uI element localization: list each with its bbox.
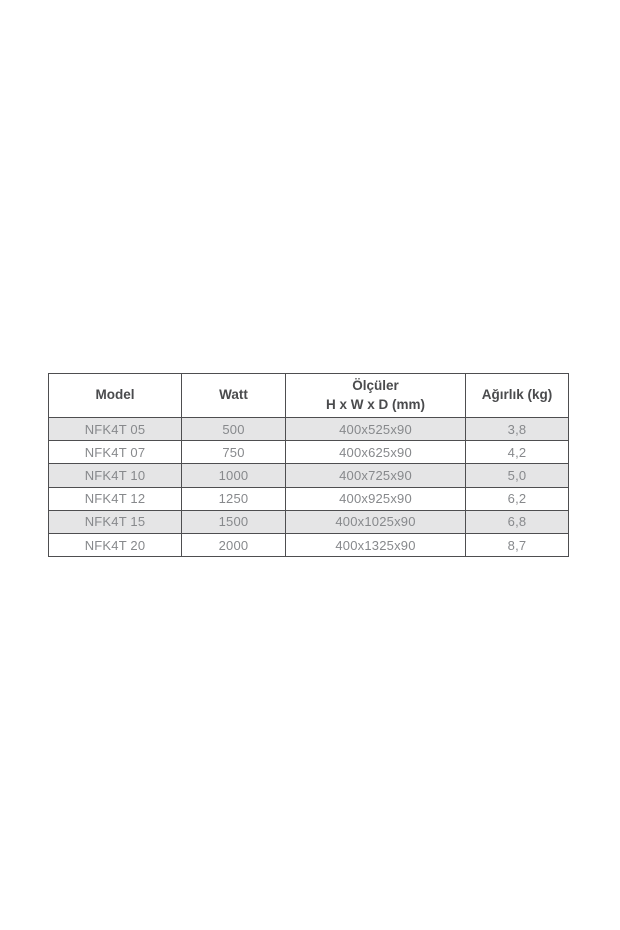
cell-olculer: 400x1025x90 [286,510,466,533]
header-weight: Ağırlık (kg) [466,374,569,418]
product-spec-table [48,373,569,557]
table-row [49,510,569,533]
cell-agirlik: 6,8 [466,510,569,533]
header-model: Model [49,374,182,418]
cell-agirlik: 8,7 [466,533,569,556]
table-row [49,464,569,487]
cell-watt: 1000 [182,464,286,487]
cell-olculer: 400x1325x90 [286,533,466,556]
cell-model: NFK4T 12 [49,487,182,510]
cell-model: NFK4T 15 [49,510,182,533]
cell-agirlik: 3,8 [466,418,569,441]
cell-olculer: 400x525x90 [286,418,466,441]
header-row [49,374,569,418]
cell-watt: 2000 [182,533,286,556]
cell-agirlik: 5,0 [466,464,569,487]
table-row [49,441,569,464]
cell-model: NFK4T 10 [49,464,182,487]
header-watt: Watt [182,374,286,418]
table-row [49,487,569,510]
header-dimensions [286,374,466,418]
header-dimensions-title: Ölçüler [352,378,399,394]
spec-table-body [49,418,569,557]
cell-watt: 750 [182,441,286,464]
cell-model: NFK4T 05 [49,418,182,441]
cell-model: NFK4T 07 [49,441,182,464]
cell-watt: 1500 [182,510,286,533]
cell-model: NFK4T 20 [49,533,182,556]
table-row [49,533,569,556]
cell-watt: 500 [182,418,286,441]
cell-agirlik: 4,2 [466,441,569,464]
cell-olculer: 400x925x90 [286,487,466,510]
cell-olculer: 400x725x90 [286,464,466,487]
cell-olculer: 400x625x90 [286,441,466,464]
table-row [49,418,569,441]
cell-agirlik: 6,2 [466,487,569,510]
header-dimensions-units: H x W x D (mm) [325,396,425,412]
cell-watt: 1250 [182,487,286,510]
